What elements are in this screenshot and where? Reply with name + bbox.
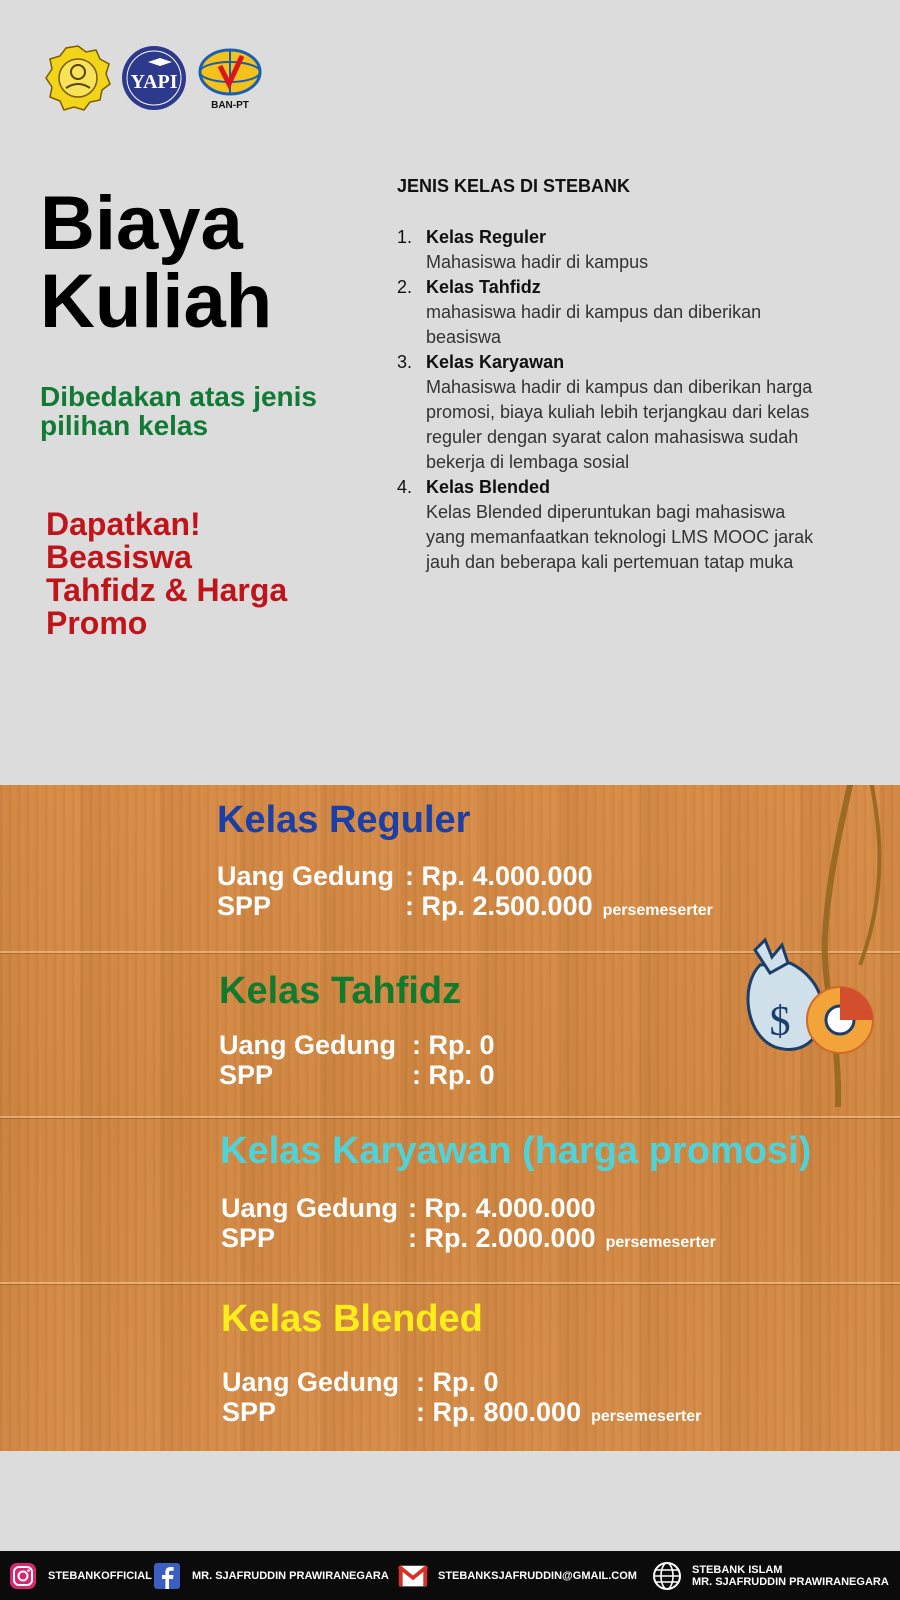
price-value: : Rp. 0: [416, 1367, 499, 1397]
list-item-desc: Kelas Blended diperuntukan bagi mahasiswa yang memanfaatkan teknologi LMS MOOC jarak jauh dan beberapa kali pertemuan tatap muka: [426, 502, 814, 572]
price-value: : Rp. 2.000.000: [408, 1223, 596, 1253]
facebook-name: MR. SJAFRUDDIN PRAWIRANEGARA: [192, 1569, 389, 1582]
price-value: : Rp. 4.000.000: [408, 1193, 596, 1223]
list-number: 2.: [397, 277, 413, 297]
list-item-title: Kelas Karyawan: [426, 352, 565, 372]
price-row: [221, 1193, 596, 1224]
list-item-desc: Mahasiswa hadir di kampus dan diberikan harga promosi, biaya kuliah lebih terjangkau dari kelas reguler dengan syarat calon mahasiswa sudah bekerja di lembaga sosial: [426, 377, 813, 472]
class-types-heading: JENIS KELAS DI STEBANK: [397, 176, 631, 196]
price-label: SPP: [217, 891, 272, 921]
instagram-icon: [8, 1561, 38, 1591]
price-value: : Rp. 4.000.000: [405, 861, 593, 891]
footer-instagram[interactable]: [8, 1551, 152, 1600]
price-row: [217, 861, 593, 892]
price-row: [222, 1367, 499, 1398]
plank-divider: [0, 1118, 900, 1119]
list-number: 3.: [397, 352, 413, 372]
email-address: STEBANKSJAFRUDDIN@GMAIL.COM: [438, 1569, 637, 1582]
page-subtitle: Dibedakan atas jenis pilihan kelas: [40, 381, 318, 441]
price-label: Uang Gedung: [217, 861, 394, 891]
price-value: : Rp. 800.000: [416, 1397, 582, 1427]
list-item-title: Kelas Tahfidz: [426, 277, 541, 297]
price-row: [219, 1030, 495, 1061]
list-item-title: Kelas Reguler: [426, 227, 547, 247]
class-title-tahfidz: Kelas Tahfidz: [219, 970, 462, 1012]
price-section: [0, 785, 900, 1451]
logo-row: [44, 44, 264, 112]
price-suffix: persemeserter: [602, 902, 713, 919]
list-number: 4.: [397, 477, 413, 497]
website-text: [692, 1564, 889, 1588]
price-label: SPP: [219, 1060, 274, 1090]
list-item-title: Kelas Blended: [426, 477, 551, 497]
list-item: [397, 275, 827, 350]
price-row: [219, 1060, 495, 1091]
svg-text:$: $: [769, 999, 791, 1045]
instagram-handle: STEBANKOFFICIAL: [48, 1569, 152, 1582]
money-bag-icon: [730, 785, 900, 1115]
promo-line: Beasiswa: [46, 539, 192, 575]
price-row: [222, 1397, 701, 1428]
list-item: [397, 475, 827, 575]
promo-line: Promo: [46, 605, 148, 641]
title-line: Biaya: [40, 181, 243, 266]
list-item: [397, 225, 827, 275]
promo-text: [46, 508, 346, 640]
yapi-logo-icon: [120, 44, 188, 112]
footer-website[interactable]: [652, 1551, 889, 1600]
list-item-desc: mahasiswa hadir di kampus dan diberikan beasiswa: [426, 302, 762, 347]
class-title-reguler: Kelas Reguler: [217, 799, 471, 841]
price-value: : Rp. 2.500.000: [405, 891, 593, 921]
title-line: Kuliah: [40, 259, 273, 344]
price-value: : Rp. 0: [412, 1060, 495, 1090]
price-suffix: persemeserter: [591, 1408, 702, 1425]
class-title-karyawan: Kelas Karyawan (harga promosi): [220, 1130, 812, 1172]
university-seal-icon: [44, 44, 112, 112]
website-line: STEBANK ISLAM: [692, 1563, 783, 1576]
class-title-blended: Kelas Blended: [221, 1298, 483, 1340]
footer-bar: [0, 1551, 900, 1600]
svg-text:YAPI: YAPI: [130, 71, 178, 93]
promo-line: Tahfidz & Harga: [46, 572, 288, 608]
page-title: [40, 181, 273, 344]
ban-pt-logo-icon: [196, 44, 264, 112]
price-row: [217, 891, 713, 922]
facebook-icon: [152, 1561, 182, 1591]
price-label: SPP: [221, 1223, 276, 1253]
price-label: Uang Gedung: [221, 1193, 398, 1223]
list-item-desc: Mahasiswa hadir di kampus: [426, 252, 649, 272]
price-value: : Rp. 0: [412, 1030, 495, 1060]
price-row: [221, 1223, 716, 1254]
globe-icon: [652, 1561, 682, 1591]
promo-line: Dapatkan!: [46, 506, 201, 542]
price-suffix: persemeserter: [605, 1234, 716, 1251]
plank-divider: [0, 1284, 900, 1285]
price-label: Uang Gedung: [222, 1367, 399, 1397]
footer-email[interactable]: [398, 1551, 637, 1600]
price-label: SPP: [222, 1397, 277, 1427]
mail-icon: [398, 1561, 428, 1591]
list-item: [397, 350, 827, 475]
svg-text:BAN-PT: BAN-PT: [211, 100, 249, 111]
class-types-list: [397, 225, 827, 575]
price-label: Uang Gedung: [219, 1030, 396, 1060]
footer-facebook[interactable]: [152, 1551, 389, 1600]
list-number: 1.: [397, 227, 413, 247]
website-line: MR. SJAFRUDDIN PRAWIRANEGARA: [692, 1575, 889, 1588]
